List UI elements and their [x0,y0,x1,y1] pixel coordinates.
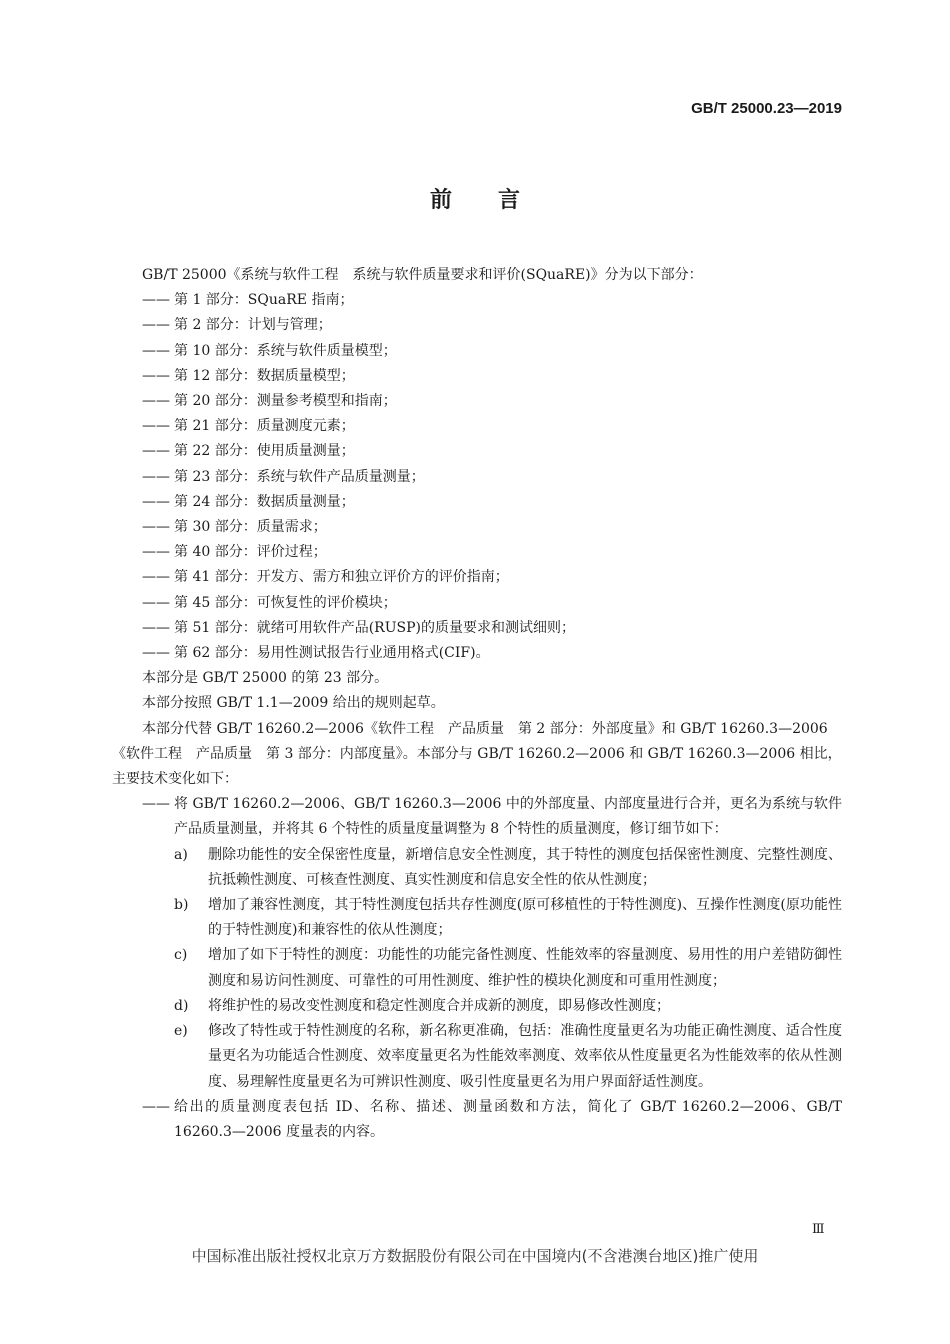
change-item [112,792,842,842]
page-number: Ⅲ [812,1222,825,1237]
part-label: 第 1 部分：SQuaRE 指南； [174,292,354,309]
dash-marker: —— [142,493,170,510]
dash-marker: —— [142,418,170,435]
sub-change-text: 修改了特性或于特性测度的名称，新名称更准确，包括：准确性度量更名为功能正确性测度、适合性度量更名为功能适合性测度、效率度量更名为性能效率测度、效率依从性度量更名为性能效率的依从性测度、易理解性度量更名为可辨识性测度、吸引性度量更名为用户界面舒适性测度。 [208,1023,842,1090]
list-item [142,414,842,439]
list-item [142,565,842,590]
sub-change-item [112,943,842,993]
list-item [142,515,842,540]
list-item [142,616,842,641]
sub-marker: b) [174,897,189,914]
page-title: 前言 [429,188,566,213]
sub-change-item [112,893,842,943]
intro-paragraph: GB/T 25000《系统与软件工程 系统与软件质量要求和评价(SQuaRE)》分为以下部分： [142,267,703,283]
part-label: 第 21 部分：质量测度元素； [174,418,355,435]
sub-change-text: 增加了如下于特性的测度：功能性的功能完备性测度、性能效率的容量测度、易用性的用户差错防御性测度和易访问性测度、可靠性的可用性测度、维护性的模块化测度和可重用性测度； [208,947,842,989]
dash-marker: —— [142,468,170,485]
change-text: 给出的质量测度表包括 ID、名称、描述、测量函数和方法，简化了 GB/T 16260.2—2006、GB/T 16260.3—2006 度量表的内容。 [174,1098,842,1140]
part-label: 第 23 部分：系统与软件产品质量测量； [174,468,425,485]
parts-list [112,288,842,666]
dash-marker: —— [142,594,170,611]
list-item [142,540,842,565]
sub-change-text: 删除功能性的安全保密性度量，新增信息安全性测度，其于特性的测度包括保密性测度、完整性测度、抗抵赖性测度、可核查性测度、真实性测度和信息安全性的依从性测度； [208,846,842,888]
part-label: 第 40 部分：评价过程； [174,544,327,561]
list-item [142,389,842,414]
dash-marker: —— [142,1098,170,1115]
dash-marker: —— [142,619,170,636]
list-item [142,591,842,616]
dash-marker: —— [142,569,170,586]
sub-change-item [112,994,842,1019]
change-text: 将 GB/T 16260.2—2006、GB/T 16260.3—2006 中的外部度量、内部度量进行合并，更名为系统与软件产品质量测量，并将其 6 个特性的质量度量调整为 8 个特性的质量测度，修订细节如下： [174,796,842,838]
sub-change-item [112,843,842,893]
sub-change-item [112,1019,842,1095]
dash-marker: —— [142,645,170,662]
dash-marker: —— [142,443,170,460]
standard-code: GB/T 25000.23—2019 [691,100,842,117]
dash-marker: —— [142,367,170,384]
list-item [142,313,842,338]
dash-marker: —— [142,393,170,410]
part-label: 第 12 部分：数据质量模型； [174,367,355,384]
replacement-paragraph: 本部分代替 GB/T 16260.2—2006《软件工程 产品质量 第 2 部分：外部度量》和 GB/T 16260.3—2006《软件工程 产品质量 第 3 部分：内部度量》。本部分与 GB/T 16260.2—2006 和 GB/T 16260.3—2006 相比，主要技术变化如下： [112,720,842,788]
part-label: 第 10 部分：系统与软件质量模型； [174,342,397,359]
dash-marker: —— [142,544,170,561]
dash-marker: —— [142,292,170,309]
sub-change-text: 增加了兼容性测度，其于特性测度包括共存性测度(原可移植性的于特性测度)、互操作性测度(原功能性的于特性测度)和兼容性的依从性测度； [208,897,842,939]
list-item [142,339,842,364]
dash-marker: —— [142,519,170,536]
sub-marker: a) [174,846,188,863]
list-item [142,490,842,515]
list-item [142,439,842,464]
part-label: 第 45 部分：可恢复性的评价模块； [174,594,397,611]
changes-list [112,792,842,842]
part-label: 第 24 部分：数据质量测量； [174,493,355,510]
foreword-body [112,263,842,1145]
part-label: 第 20 部分：测量参考模型和指南； [174,393,397,410]
part-label: 第 62 部分：易用性测试报告行业通用格式(CIF)。 [174,645,490,662]
list-item [142,465,842,490]
drafting-rules-paragraph: 本部分按照 GB/T 1.1—2009 给出的规则起草。 [142,695,445,712]
list-item [142,288,842,313]
dash-marker: —— [142,342,170,359]
part-label: 第 41 部分：开发方、需方和独立评价方的评价指南； [174,569,509,586]
sub-marker: c) [174,947,188,964]
sub-marker: e) [174,1023,188,1040]
sub-marker: d) [174,997,189,1014]
sub-change-text: 将维护性的易改变性测度和稳定性测度合并成新的测度，即易修改性测度； [208,997,670,1014]
scope-paragraph: 本部分是 GB/T 25000 的第 23 部分。 [142,670,389,687]
list-item [142,364,842,389]
part-label: 第 2 部分：计划与管理； [174,317,332,334]
distribution-footer: 中国标准出版社授权北京万方数据股份有限公司在中国境内(不含港澳台地区)推广使用 [191,1247,759,1265]
part-label: 第 22 部分：使用质量测量； [174,443,355,460]
dash-marker: —— [142,317,170,334]
dash-marker: —— [142,796,170,813]
change-item [112,1095,842,1145]
sub-changes-list [112,843,842,1095]
part-label: 第 51 部分：就绪可用软件产品(RUSP)的质量要求和测试细则； [174,619,575,636]
list-item [142,641,842,666]
changes-list-continued [112,1095,842,1145]
part-label: 第 30 部分：质量需求； [174,519,327,536]
